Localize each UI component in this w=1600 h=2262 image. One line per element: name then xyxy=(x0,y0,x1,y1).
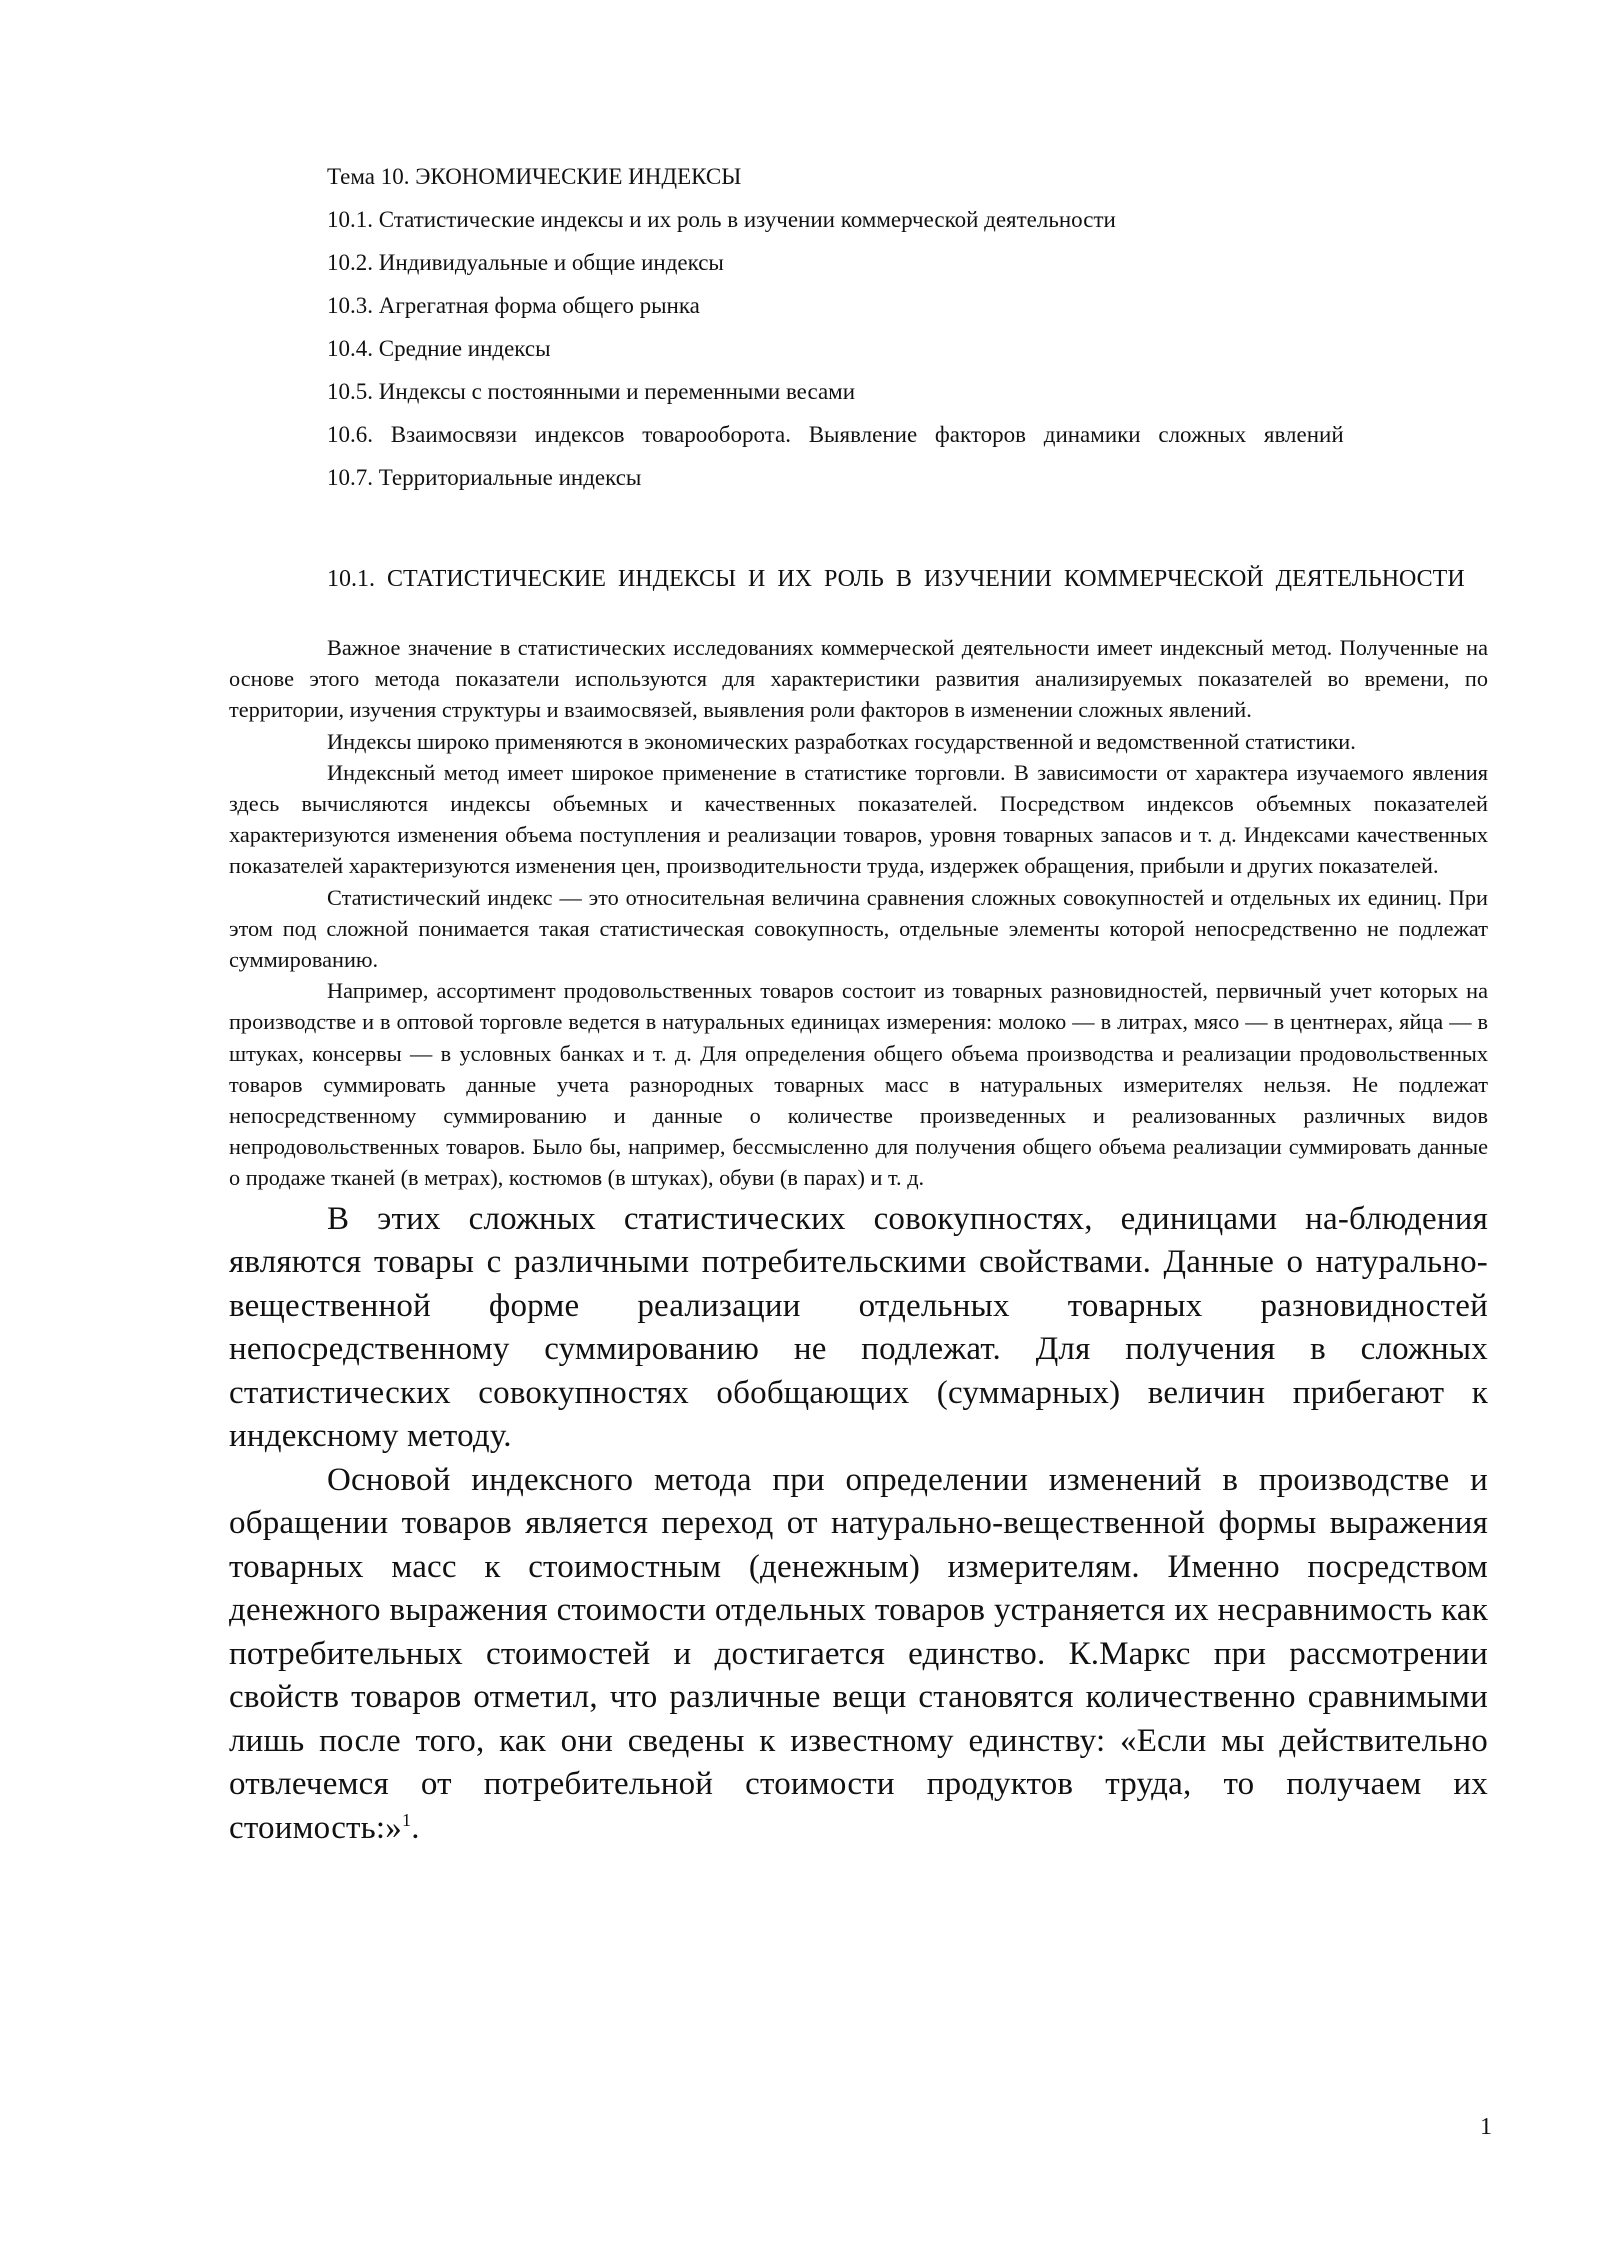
paragraph-text: Основой индексного метода при определении изменений в производстве и обращении товаров является переход от натурально-вещественной формы выражения товарных масс к стоимостным (денежным) измерителям. Именно посредством денежного выражения стоимости отдельных товаров устраняется их несравнимость как потребительных стоимостей и достигается единство. К.Маркс при рассмотрении свойств товаров отметил, что различные вещи становятся количественно сравнимыми лишь после того, как они сведены к известному единству: «Если мы действительно отвлечемся от потребительной стоимости продуктов труда, то получаем их стоимость:» xyxy=(229,1461,1488,1846)
body-paragraph-large: В этих сложных статистических совокупностях, единицами на-блюдения являются товары с различными потребительскими свойствами. Данные о натурально-вещественной форме реализации отдельных товарных разновидностей непосредственному суммированию не подлежат. Для получения в сложных статистических совокупностях обобщающих (суммарных) величин прибегают к индексному методу. xyxy=(229,1200,1488,1455)
body-paragraph: Важное значение в статистических исследованиях коммерческой деятельности имеет индексный метод. Полученные на основе этого метода показатели используются для характеристики развития анализируемых показателей во времени, по территории, изучения структуры и взаимосвязей, выявления роли факторов в изменении сложных явлений. xyxy=(229,635,1488,723)
toc-item: 10.4. Средние индексы xyxy=(327,336,551,361)
page-number: 1 xyxy=(1480,2114,1492,2140)
toc-item xyxy=(229,420,1488,450)
toc-item: 10.1. Статистические индексы и их роль в изучении коммерческой деятельности xyxy=(327,207,1116,232)
body-paragraph: Индексный метод имеет широкое применение в статистике торговли. В зависимости от характера изучаемого явления здесь вычисляются индексы объемных и качественных показателей. Посредством индексов объемных показателей характеризуются изменения объема поступления и реализации товаров, уровня товарных запасов и т. д. Индексами качественных показателей характеризуются изменения цен, производительности труда, издержек обращения, прибыли и других показателей. xyxy=(229,759,1488,879)
footnote-reference[interactable]: 1 xyxy=(402,1809,412,1830)
large-text-block xyxy=(229,1198,1488,1851)
body-paragraph-large xyxy=(229,1459,1488,1851)
page-content xyxy=(229,162,1488,1850)
small-text-block xyxy=(229,632,1488,1194)
toc-item: 10.3. Агрегатная форма общего рынка xyxy=(327,293,700,318)
toc-title: Тема 10. ЭКОНОМИЧЕСКИЕ ИНДЕКСЫ xyxy=(327,164,742,189)
toc-item: 10.7. Территориальные индексы xyxy=(327,465,642,490)
toc-item-text: 10.6. Взаимосвязи индексов товарооборота. Выявление факторов динамики сложных явлений xyxy=(327,422,1344,447)
section-heading: 10.1. СТАТИСТИЧЕСКИЕ ИНДЕКСЫ И ИХ РОЛЬ В ИЗУЧЕНИИ КОММЕРЧЕСКОЙ ДЕЯТЕЛЬНОСТИ xyxy=(327,566,1465,592)
body-paragraph: Например, ассортимент продовольственных товаров состоит из товарных разновидностей, первичный учет которых на производстве и в оптовой торговле ведется в натуральных единицах измерения: молоко — в литрах, мясо — в центнерах, яйца — в штуках, консервы — в условных банках и т. д. Для определения общего объема производства и реализации продовольственных товаров суммировать данные учета разнородных товарных масс в натуральных измерителях нельзя. Не подлежат непосредственному суммированию и данные о количестве произведенных и реализованных различных видов непродовольственных товаров. Было бы, например, бессмысленно для получения общего объема реализации суммировать данные о продаже тканей (в метрах), костюмов (в штуках), обуви (в парах) и т. д. xyxy=(229,978,1488,1191)
toc-item: 10.2. Индивидуальные и общие индексы xyxy=(327,250,724,275)
body-paragraph: Индексы широко применяются в экономических разработках государственной и ведомственной статистики. xyxy=(327,728,1356,754)
table-of-contents xyxy=(229,162,1488,493)
paragraph-end: . xyxy=(411,1809,420,1846)
toc-item: 10.5. Индексы с постоянными и переменными весами xyxy=(327,379,856,404)
body-paragraph: Статистический индекс — это относительная величина сравнения сложных совокупностей и отдельных их единиц. При этом под сложной понимается такая статистическая совокупность, отдельные элементы которой непосредственно не подлежат суммированию. xyxy=(229,884,1488,973)
